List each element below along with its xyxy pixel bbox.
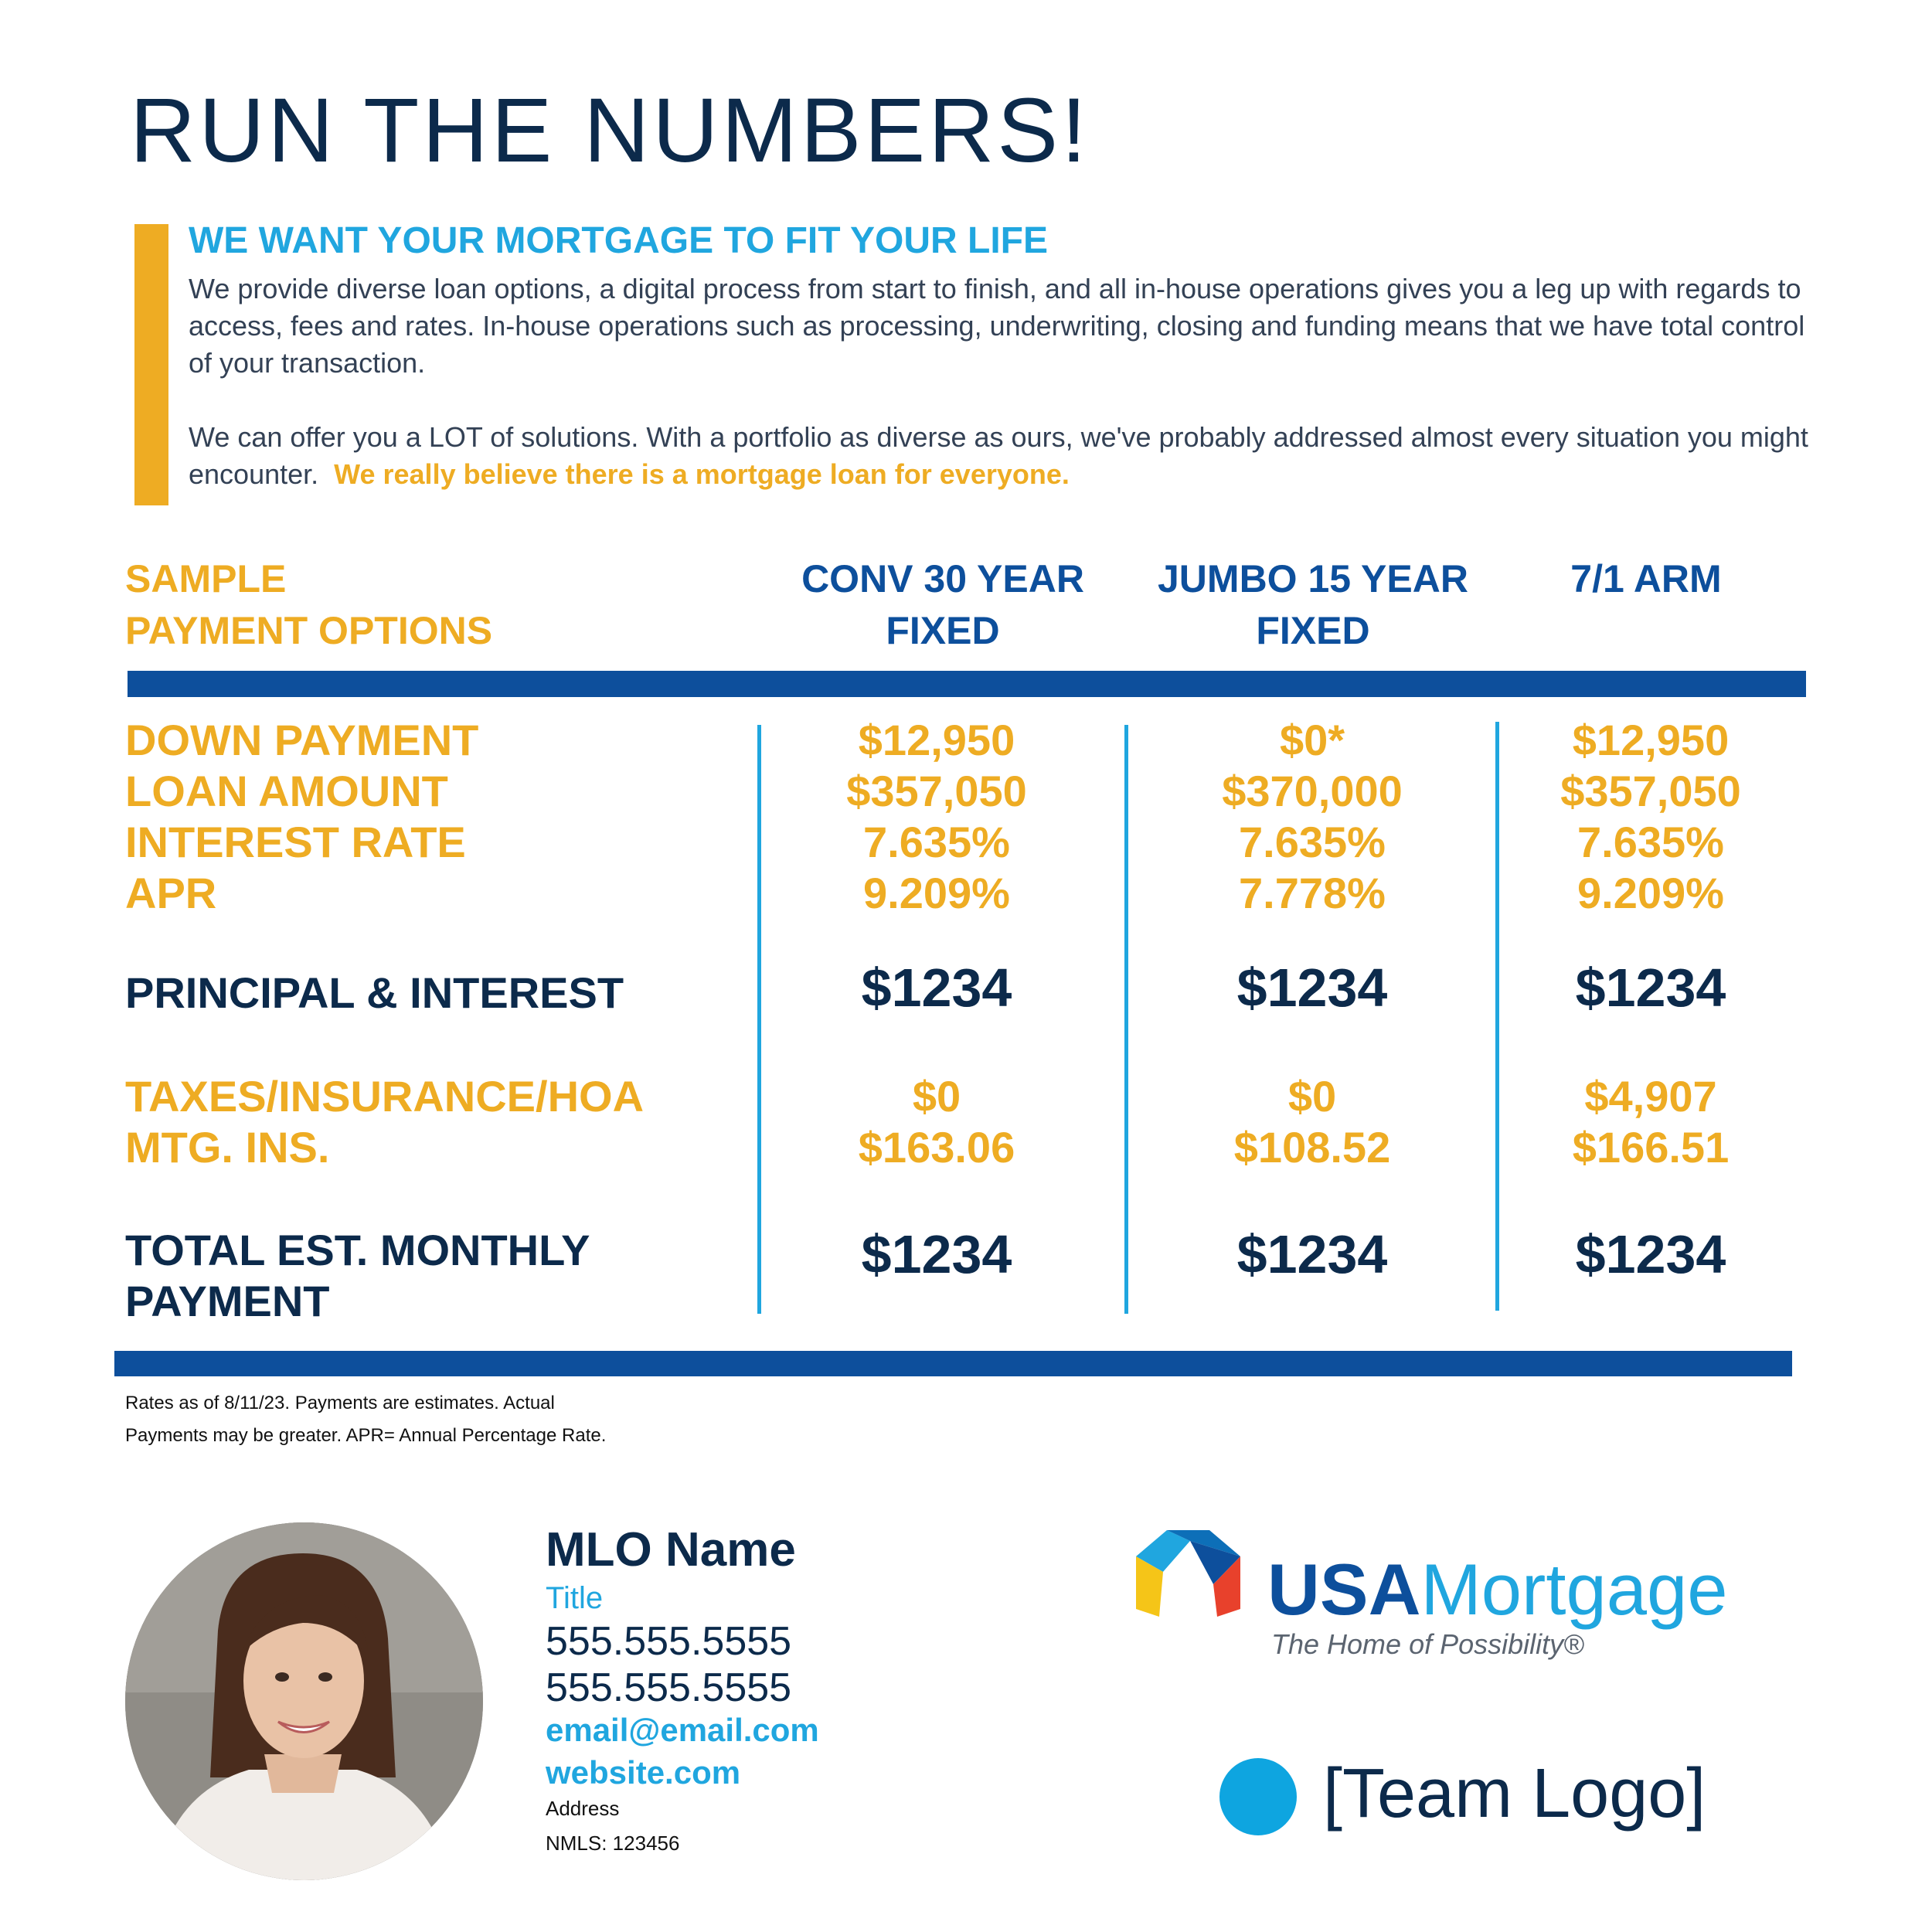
team-logo-placeholder: [Team Logo]	[1323, 1755, 1706, 1832]
cell-taxes: $0	[1287, 1072, 1337, 1121]
cell-taxes: $4,907	[1584, 1072, 1717, 1121]
intro-subheading: WE WANT YOUR MORTGAGE TO FIT YOUR LIFE	[189, 220, 1049, 261]
team-logo-dot-icon	[1219, 1758, 1297, 1835]
cell-principal-interest: $1234	[861, 957, 1012, 1018]
table-header-label	[125, 553, 492, 657]
cell-mtg-ins: $166.51	[1572, 1123, 1730, 1172]
website-link[interactable]: website.com	[546, 1754, 741, 1791]
cell-total: $1234	[1575, 1224, 1726, 1284]
column-header-line1: JUMBO 15 YEAR	[1158, 557, 1468, 600]
cell-principal-interest: $1234	[1236, 957, 1388, 1018]
mlo-photo	[125, 1522, 483, 1880]
portrait-image	[125, 1522, 483, 1880]
table-header-label-line2: PAYMENT OPTIONS	[125, 609, 493, 652]
column-header-jumbo-15	[1135, 553, 1491, 657]
usa-mortgage-wordmark	[1267, 1549, 1728, 1630]
row-label-taxes: TAXES/INSURANCE/HOA	[125, 1072, 645, 1121]
cell-interest-rate: 7.635%	[1577, 818, 1724, 866]
cell-taxes: $0	[912, 1072, 961, 1121]
brand-tagline: The Home of Possibility®	[1271, 1628, 1584, 1660]
row-label-mtg-ins: MTG. INS.	[125, 1123, 330, 1172]
cell-apr: 7.778%	[1239, 869, 1386, 917]
footnote-line1: Rates as of 8/11/23. Payments are estimates. Actual	[125, 1393, 555, 1413]
intro-paragraph-2-highlight: We really believe there is a mortgage loan for everyone.	[334, 458, 1070, 490]
column-header-arm	[1468, 553, 1824, 605]
mlo-name: MLO Name	[546, 1523, 796, 1577]
mlo-title: Title	[546, 1581, 604, 1615]
cell-apr: 9.209%	[863, 869, 1010, 917]
nmls-text: NMLS: 123456	[546, 1832, 680, 1855]
footnote-line2: Payments may be greater. APR= Annual Percentage Rate.	[125, 1425, 607, 1446]
intro-paragraph-2-text: We can offer you a LOT of solutions. With a portfolio as diverse as ours, we've probably addressed almost every situation you might encounter.	[189, 421, 1808, 490]
cell-total: $1234	[1236, 1224, 1388, 1284]
cell-total: $1234	[861, 1224, 1012, 1284]
cell-down-payment: $12,950	[858, 716, 1015, 764]
cell-apr: 9.209%	[1577, 869, 1724, 917]
column-header-line2: FIXED	[1256, 609, 1370, 652]
row-label-apr: APR	[125, 869, 217, 917]
cell-interest-rate: 7.635%	[863, 818, 1010, 866]
intro-paragraph-2	[189, 419, 1819, 493]
cell-loan-amount: $357,050	[1560, 767, 1741, 815]
column-header-line1: CONV 30 YEAR	[801, 557, 1084, 600]
brand-name-mortgage: Mortgage	[1420, 1549, 1728, 1630]
row-label-loan-amount: LOAN AMOUNT	[125, 767, 448, 815]
email-link[interactable]: email@email.com	[546, 1712, 819, 1748]
table-header-label-line1: SAMPLE	[125, 557, 287, 600]
row-label-total-line1: TOTAL EST. MONTHLY	[125, 1226, 590, 1274]
usa-mortgage-house-icon	[1136, 1524, 1240, 1624]
table-bottom-rule	[114, 1351, 1792, 1376]
column-header-line1: 7/1 ARM	[1570, 557, 1722, 600]
cell-principal-interest: $1234	[1575, 957, 1726, 1018]
column-header-line2: FIXED	[886, 609, 1000, 652]
brand-name-usa: USA	[1267, 1549, 1421, 1630]
phone-primary[interactable]: 555.555.5555	[546, 1619, 792, 1664]
cell-interest-rate: 7.635%	[1239, 818, 1386, 866]
page-title: RUN THE NUMBERS!	[130, 80, 1090, 182]
cell-mtg-ins: $163.06	[858, 1123, 1015, 1172]
row-label-principal-interest: PRINCIPAL & INTEREST	[125, 968, 624, 1017]
row-label-total	[125, 1225, 590, 1327]
cell-loan-amount: $370,000	[1222, 767, 1403, 815]
row-label-total-line2: PAYMENT	[125, 1277, 330, 1325]
column-header-conv-30	[765, 553, 1121, 657]
phone-secondary[interactable]: 555.555.5555	[546, 1665, 792, 1710]
cell-down-payment: $0*	[1279, 716, 1345, 764]
cell-down-payment: $12,950	[1572, 716, 1730, 764]
row-label-down-payment: DOWN PAYMENT	[125, 716, 479, 764]
intro-paragraph-1: We provide diverse loan options, a digital process from start to finish, and all in-house operations gives you a leg up with regards to access, fees and rates. In-house operations such as processing, underwriting, closing and funding means that we have total control of your transaction.	[189, 273, 1805, 379]
column-divider	[1124, 725, 1128, 1314]
cell-mtg-ins: $108.52	[1233, 1123, 1391, 1172]
row-label-interest-rate: INTEREST RATE	[125, 818, 466, 866]
cell-loan-amount: $357,050	[846, 767, 1027, 815]
table-top-rule	[128, 671, 1806, 697]
accent-bar	[134, 224, 168, 505]
address-text: Address	[546, 1797, 620, 1820]
rates-footnote	[125, 1387, 606, 1452]
